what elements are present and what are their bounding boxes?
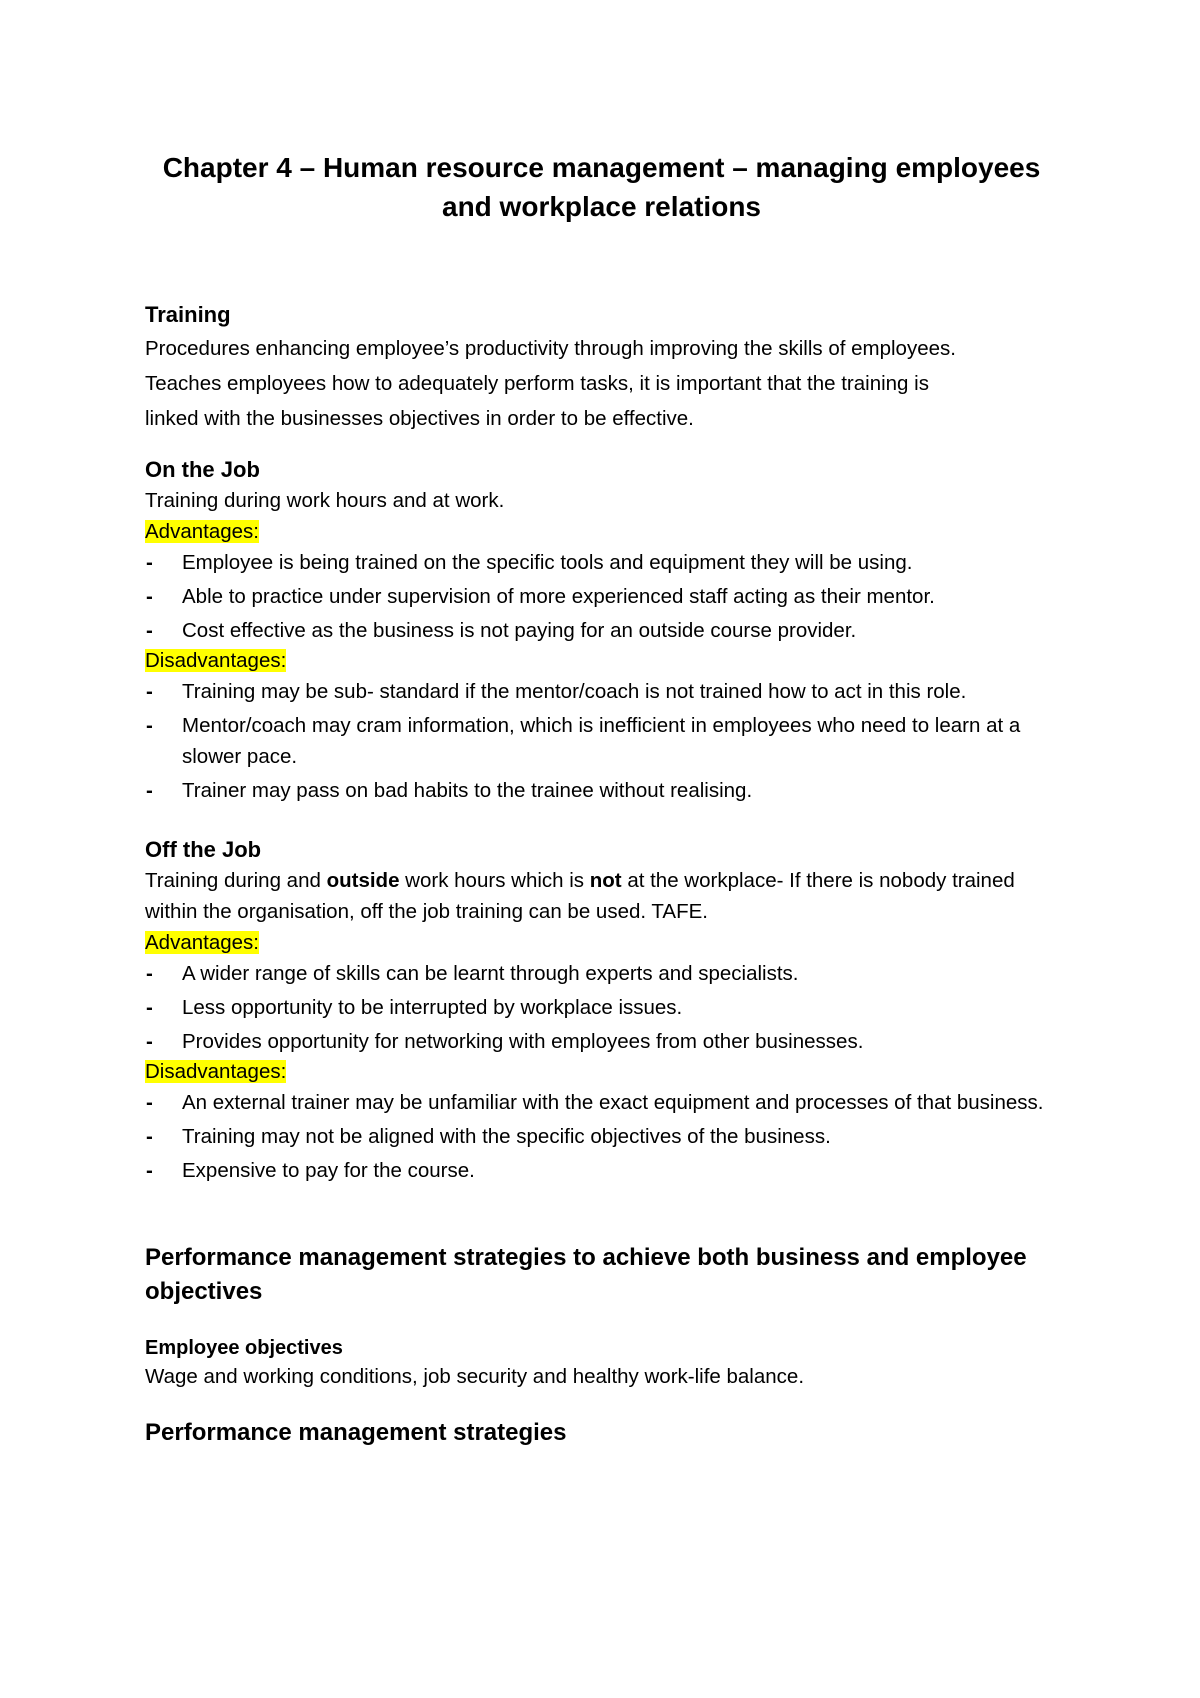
title-line-1: Chapter 4 – Human resource management – managing employees: [162, 152, 1041, 183]
list-item: - Mentor/coach may cram information, which is inefficient in employees who need to learn at a slower pace.: [145, 710, 1050, 772]
performance-strategies-heading: Performance management strategies: [145, 1419, 567, 1446]
training-line-1: Procedures enhancing employee’s productivity through improving the skills of employees.: [145, 337, 956, 360]
performance-heading: Performance management strategies to achieve both business and employee objectives: [145, 1244, 1027, 1305]
training-section: [145, 300, 1050, 436]
on-the-job-advantages-list: [145, 547, 1050, 646]
list-item: - Trainer may pass on bad habits to the trainee without realising.: [145, 775, 1050, 806]
title-line-2: and workplace relations: [442, 191, 761, 222]
desc-bold-not: not: [589, 869, 622, 892]
off-the-job-section: [145, 835, 1050, 1186]
on-the-job-description: Training during work hours and at work.: [145, 489, 505, 512]
desc-text: Training during and: [145, 869, 327, 892]
list-item: - Expensive to pay for the course.: [145, 1155, 1050, 1186]
employee-objectives-heading: Employee objectives: [145, 1337, 343, 1359]
desc-text: at the workplace- If there is nobody trained within the organisation, off the job training can be used. TAFE.: [145, 869, 1015, 923]
list-item: - Provides opportunity for networking with employees from other businesses.: [145, 1026, 1050, 1057]
list-item: - An external trainer may be unfamiliar with the exact equipment and processes of that business.: [145, 1087, 1050, 1118]
off-the-job-heading: Off the Job: [145, 837, 262, 862]
desc-bold-outside: outside: [326, 869, 400, 892]
on-the-job-heading: On the Job: [145, 457, 260, 482]
on-the-job-disadvantages-label: Disadvantages:: [145, 649, 287, 672]
desc-text: work hours which is: [399, 869, 590, 892]
off-the-job-disadvantages-list: [145, 1087, 1050, 1186]
list-item: - Employee is being trained on the specific tools and equipment they will be using.: [145, 547, 1050, 578]
on-the-job-section: [145, 455, 1050, 806]
list-item: - A wider range of skills can be learnt through experts and specialists.: [145, 958, 1050, 989]
on-the-job-disadvantages-list: [145, 676, 1050, 806]
training-line-3: linked with the businesses objectives in order to be effective.: [145, 407, 694, 430]
list-item: - Training may be sub- standard if the mentor/coach is not trained how to act in this role.: [145, 676, 1050, 707]
list-item: - Cost effective as the business is not paying for an outside course provider.: [145, 615, 1050, 646]
performance-section: [145, 1241, 1050, 1450]
page-title: [145, 148, 1050, 226]
training-line-2: Teaches employees how to adequately perform tasks, it is important that the training is: [145, 372, 929, 395]
off-the-job-advantages-label: Advantages:: [145, 931, 259, 954]
off-the-job-advantages-list: [145, 958, 1050, 1057]
list-item: - Able to practice under supervision of more experienced staff acting as their mentor.: [145, 581, 1050, 612]
on-the-job-advantages-label: Advantages:: [145, 520, 259, 543]
list-item: - Training may not be aligned with the specific objectives of the business.: [145, 1121, 1050, 1152]
employee-objectives-text: Wage and working conditions, job security and healthy work-life balance.: [145, 1365, 805, 1388]
off-the-job-disadvantages-label: Disadvantages:: [145, 1060, 287, 1083]
list-item: - Less opportunity to be interrupted by workplace issues.: [145, 992, 1050, 1023]
training-heading: Training: [145, 302, 231, 327]
off-the-job-description: [145, 865, 1050, 927]
